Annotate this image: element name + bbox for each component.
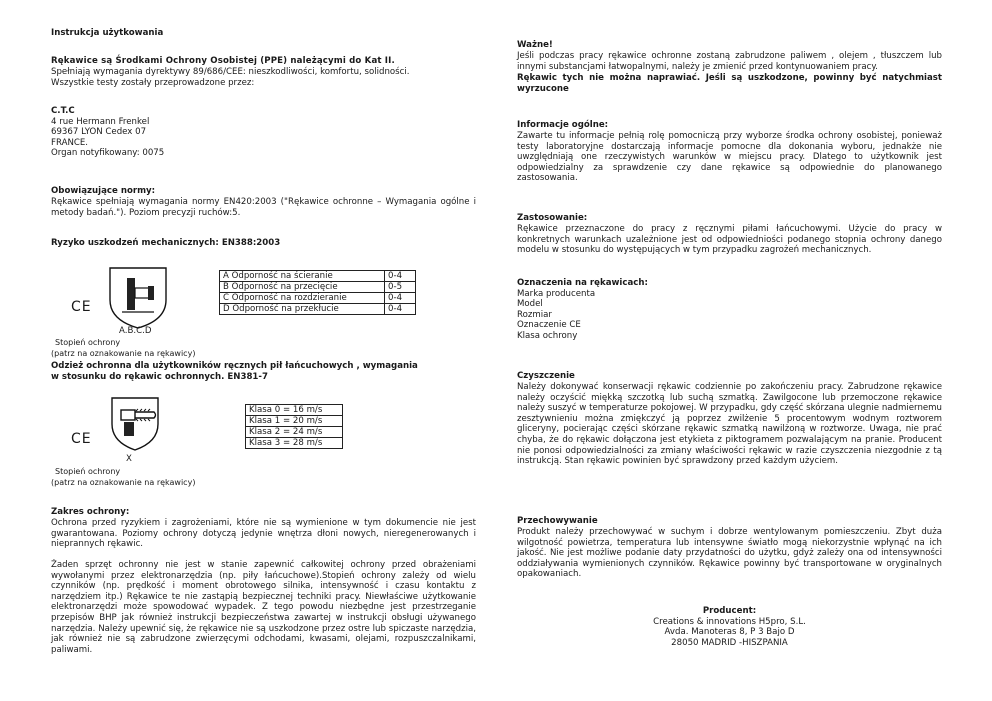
- hammer-shield-icon: [104, 266, 172, 330]
- general-info-text: Zawarte tu informacje pełnią rolę pomocniczą przy wyborze środka ochrony osobistej, ponieważ testy laboratoryjne dostarczają informacje pomocne dla dokonania wyboru, jednakże nie uwzględniają one rzeczywistych warunków w miejscu pracy. Dlatego to użytkownik jest odpowiedzialny za sprawdzenie czy dane rękawice są odpowiednie do planowanego zastosowania.: [517, 131, 942, 184]
- protection-level-note-1: Stopień ochrony: [55, 338, 121, 347]
- marking-section: [517, 278, 648, 342]
- producer-line-1: Creations & innovations H5pro, S.L.: [653, 616, 806, 627]
- list-item: Klasa ochrony: [517, 330, 578, 341]
- table-row: Klasa 1 = 20 m/s: [246, 416, 343, 427]
- table-row: D Odporność na przekłucie 0-4: [220, 304, 416, 315]
- ce-mark-2: CE: [71, 431, 92, 447]
- mechanical-heading: Ryzyko uszkodzeń mechanicznych: EN388:2003: [51, 238, 281, 248]
- lab-address-2: 69367 LYON Cedex 07: [51, 127, 147, 138]
- lab-address-4: Organ notyfikowany: 0075: [51, 148, 165, 159]
- norms-text: Rękawice spełniają wymagania normy EN420:2003 ("Rękawice ochronne – Wymagania ogólne i metody badań."). Poziom precyzji ruchów:5.: [51, 197, 476, 218]
- table-row: C Odporność na rozdzieranie 0-4: [220, 293, 416, 304]
- important-text: Jeśli podczas pracy rękawice ochronne zostaną zabrudzone paliwem , olejem , tłuszczem lub innymi substancjami łatwopalnymi, należy je zmienić przed kontynuowaniem pracy.: [517, 51, 942, 72]
- list-item: Marka producenta: [517, 288, 596, 299]
- usage-text: Rękawice przeznaczone do pracy z ręcznymi piłami łańcuchowymi. Użycie do pracy w konkretnych warunkach uzależnione jest od odpowiedniości podanego stopnia ochrony danego modelu w stosunku do występujących w tym przypadku zagrożeń mechanicznych.: [517, 224, 942, 256]
- producer-line-2: Avda. Manoteras 8, P 3 Bajo D: [664, 627, 795, 638]
- cleaning-heading: Czyszczenie: [517, 371, 575, 381]
- intro-heading: Rękawice są Środkami Ochrony Osobistej (PPE) należącymi do Kat II.: [51, 56, 395, 66]
- storage-heading: Przechowywanie: [517, 516, 598, 526]
- protection-level-note-3: Stopień ochrony: [55, 467, 121, 476]
- list-item: Rozmiar: [517, 309, 552, 320]
- intro-line-2: Wszystkie testy zostały przeprowadzone przez:: [51, 78, 255, 88]
- general-info-heading: Informacje ogólne:: [517, 120, 609, 130]
- producer-heading: Producent:: [702, 606, 757, 616]
- marking-heading: Oznaczenia na rękawicach:: [517, 278, 648, 288]
- chainsaw-heading-2: w stosunku do rękawic ochronnych. EN381-7: [51, 372, 268, 382]
- mechanical-properties-table: [219, 270, 416, 315]
- ce-mark-1: CE: [71, 299, 92, 315]
- list-item: Oznaczenie CE: [517, 320, 581, 331]
- table-row: B Odporność na przecięcie 0-5: [220, 282, 416, 293]
- lab-name: C.T.C: [51, 106, 75, 116]
- chainsaw-speed-table: [245, 404, 343, 449]
- producer-block: [517, 606, 942, 648]
- table-row: Klasa 0 = 16 m/s: [246, 405, 343, 416]
- notified-body: [51, 106, 164, 159]
- intro-line-1: Spełniają wymagania dyrektywy 89/686/CEE: nieszkodliwości, komfortu, solidności.: [51, 67, 410, 77]
- table-row: Klasa 3 = 28 m/s: [246, 438, 343, 449]
- protection-level-note-2: (patrz na oznakowanie na rękawicy): [51, 349, 196, 358]
- table-row: Klasa 2 = 24 m/s: [246, 427, 343, 438]
- lab-address-1: 4 rue Hermann Frenkel: [51, 116, 150, 127]
- norms-heading: Obowiązujące normy:: [51, 186, 156, 196]
- scope-text-2: Żaden sprzęt ochronny nie jest w stanie zapewnić całkowitej ochrony przed obrażeniami wywołanymi przez elektronarzędzia (np. piły łańcuchowe).Stopień ochrony zależy od wielu czynników (np. prędkość i moment obrotowego silnika, intensywność i czasu kontaktu z narzędziem itp.) Rękawice te nie zastąpią bezpiecznej techniki pracy. Niewłaściwe użytkowanie elektronarzędzi może spowodować wypadek. Z tego powodu niezbędne jest przestrzeganie przepisów BHP jak również instrukcji bezpieczeństwa zawartej w instrukcji obsługi używanego narzędzia. Należy upewnić się, że rękawice nie są uszkodzone przez ostre lub spiczaste narzędzia, jak również nie są zabrudzone zwierzęcymi odchodami, kwasami, olejami, rozpuszczalnikami, paliwami.: [51, 560, 476, 655]
- scope-heading: Zakres ochrony:: [51, 507, 130, 517]
- protection-level-note-4: (patrz na oznakowanie na rękawicy): [51, 478, 196, 487]
- important-warning: Rękawic tych nie można naprawiać. Jeśli są uszkodzone, powinny być natychmiast wyrzucone: [517, 73, 942, 94]
- producer-line-3: 28050 MADRID -HISZPANIA: [671, 637, 788, 648]
- usage-heading: Zastosowanie:: [517, 213, 588, 223]
- lab-address-3: FRANCE.: [51, 137, 89, 148]
- table-row: A Odporność na ścieranie 0-4: [220, 271, 416, 282]
- important-heading: Ważne!: [517, 40, 553, 50]
- document-title: Instrukcja użytkowania: [51, 28, 164, 38]
- storage-text: Produkt należy przechowywać w suchym i dobrze wentylowanym pomieszczeniu. Zbyt duża wilgotność powietrza, temperatura lub intensywne światło mogą niekorzystnie wpłynąć na ich jakość. Nie jest możliwe podanie daty przydatności do użytku, gdyż zależy ona od intensywności oddziaływania wymienionych czynników. Rękawice powinny być transportowane w oryginalnych opakowaniach.: [517, 527, 942, 580]
- scope-text-1: Ochrona przed ryzykiem i zagrożeniami, które nie są wymienione w tym dokumencie nie jest gwarantowana. Poziomy ochrony dotyczą jedynie wnętrza dłoni nowych, nieregenerowanych i nieprannych rękawic.: [51, 518, 476, 550]
- chainsaw-heading-1: Odzież ochronna dla użytkowników ręcznych pił łańcuchowych , wymagania: [51, 361, 418, 371]
- chainsaw-shield-icon: [108, 396, 162, 452]
- pictogram-2-caption: X: [126, 454, 132, 464]
- list-item: Model: [517, 299, 543, 310]
- pictogram-1-caption: A.B.C.D: [119, 326, 152, 336]
- cleaning-text: Należy dokonywać konserwacji rękawic codziennie po zakończeniu pracy. Zabrudzone rękawice należy oczyścić miękką szczotką lub suchą szmatką. Zawilgocone lub przemoczone rękawice należy suszyć w temperaturze pokojowej. W przypadku, gdy część skórzana ulegnie nadmiernemu zesztywnieniu można zmiękczyć ją poprzez zwilżenie 5 procentowym wodnym roztworem gliceryny, pocierając części skórzane rękawic szmatką nawilżoną w roztworze. Uwaga, nie prać chyba, że do rękawic dołączona jest etykieta z piktogramem pozwalającym na pranie. Producent nie ponosi odpowiedzialności za zmiany właściwości rękawic w razie czyszczenia niezgodnie z tą instrukcją. Stan rękawic powinien być sprawdzony przed każdym użyciem.: [517, 382, 942, 467]
